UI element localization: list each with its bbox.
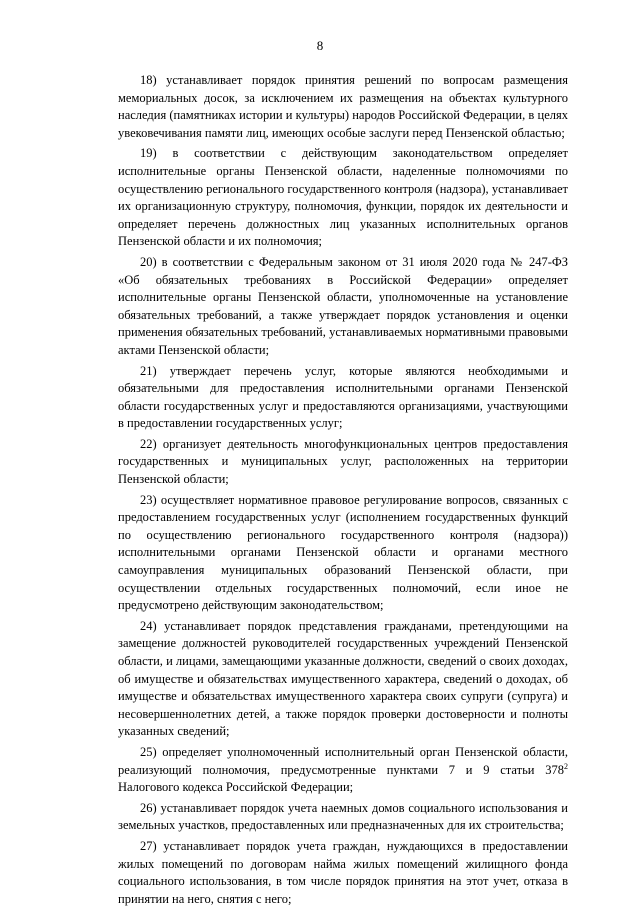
paragraph-item-19: 19) в соответствии с действующим законодательством определяет исполнительные органы Пензенской области, наделенные полномочиями по осуществлению регионального государственного контроля (надзора), устанавливает их организационную структуру, полномочия, функции, порядок их деятельности и определяет перечень должностных лиц указанных исполнительных органов Пензенской области и их полномочия; (118, 146, 568, 249)
paragraph-item-23: 23) осуществляет нормативное правовое регулирование вопросов, связанных с предоставлением государственных услуг (исполнением государственных функций по осуществлению регионального государственного контроля (надзора)) исполнительными органами Пензенской области и органами местного самоуправления муниципальных образований Пензенской области, при осуществлении отдельных государственных полномочий, если иное не предусмотрено действующим законодательством; (118, 492, 568, 613)
paragraph-item-25 (118, 744, 568, 797)
paragraph-item-18: 18) устанавливает порядок принятия решений по вопросам размещения мемориальных досок, за исключением их размещения на объектах культурного наследия (памятниках истории и культуры) народов Российской Федерации, в целях увековечивания памяти лиц, имеющих особые заслуги перед Пензенской областью; (118, 73, 568, 140)
paragraph-25-text-after: Налогового кодекса Российской Федерации; (118, 780, 354, 795)
paragraph-item-22: 22) организует деятельность многофункциональных центров предоставления государственных и муниципальных услуг, расположенных на территории Пензенской области; (118, 436, 568, 487)
page-number: 8 (316, 38, 324, 53)
paragraph-25-text-before: 25) определяет уполномоченный исполнительный орган Пензенской области, реализующий полномочия, предусмотренные пунктами 7 и 9 статьи 378 (118, 744, 568, 777)
document-body (118, 72, 568, 911)
paragraph-item-24: 24) устанавливает порядок представления гражданами, претендующими на замещение должностей руководителей государственных учреждений Пензенской области, и лицами, замещающими указанные должности, сведений о своих доходах, об имуществе и обязательствах имущественного характера, сведений о доходах, об имуществе и обязательствах имущественного характера своих супруги (супруга) и несовершеннолетних детей, а также порядок проверки достоверности и полноты указанных сведений; (118, 618, 568, 739)
paragraph-item-27: 27) устанавливает порядок учета граждан, нуждающихся в предоставлении жилых помещений по договорам найма жилых помещений жилищного фонда социального использования, в том числе порядок принятия на этот учет, отказа в принятии на него, снятия с него; (118, 838, 568, 906)
paragraph-item-21: 21) утверждает перечень услуг, которые являются необходимыми и обязательными для предоставления исполнительными органами Пензенской области государственных услуг и предоставляются организациями, участвующими в предоставлении государственных услуг; (118, 363, 568, 431)
article-superscript: 2 (564, 761, 568, 771)
paragraph-item-20: 20) в соответствии с Федеральным законом от 31 июля 2020 года № 247-ФЗ «Об обязательных требованиях в Российской Федерации» определяет исполнительные органы Пензенской области, уполномоченные на установление обязательных требований, а также утверждает порядок установления и оценки применения обязательных требований, устанавливаемых нормативными правовыми актами Пензенской области; (118, 254, 568, 357)
paragraph-item-26: 26) устанавливает порядок учета наемных домов социального использования и земельных участков, предоставленных или предназначенных для их строительства; (118, 800, 568, 833)
